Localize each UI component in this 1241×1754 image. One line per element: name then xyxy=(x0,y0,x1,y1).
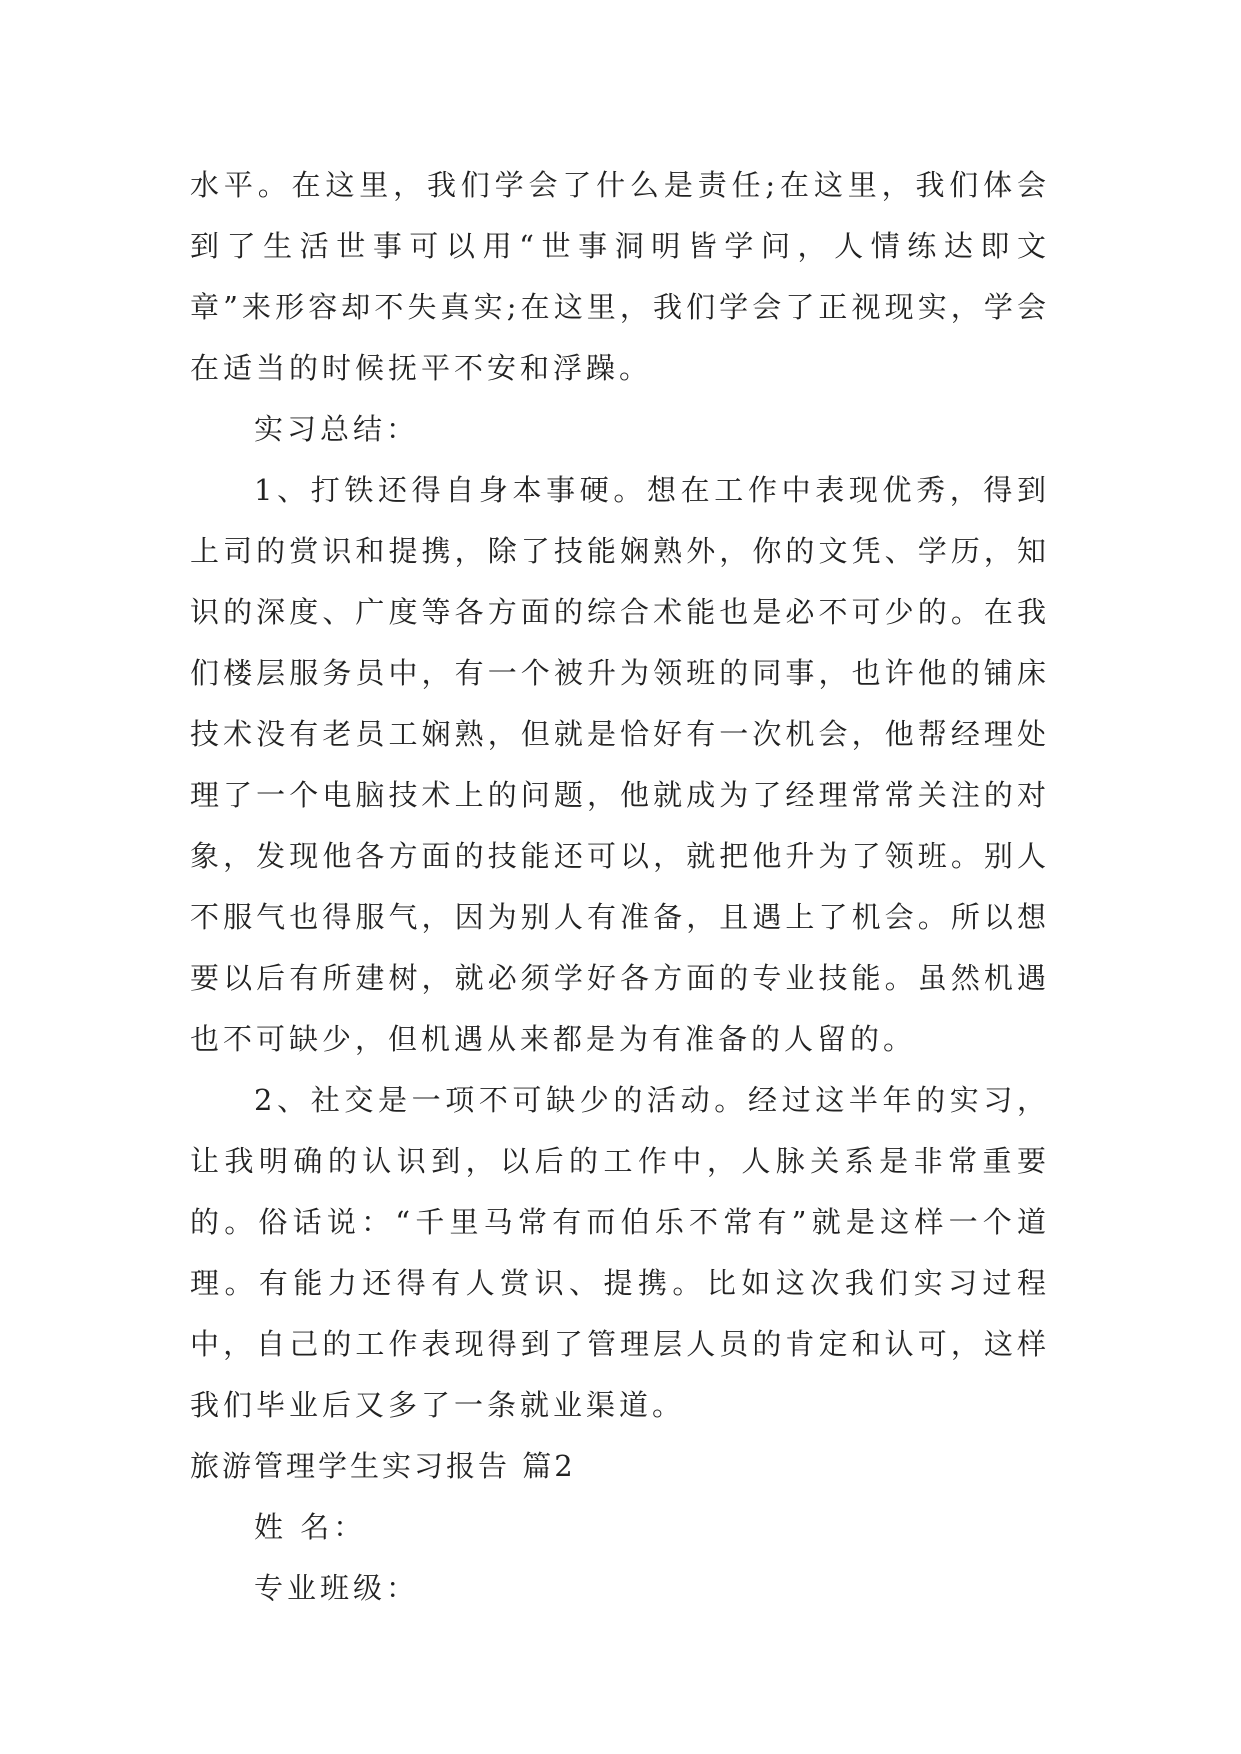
document-body xyxy=(190,155,1050,1619)
field-name-label: 姓 名： xyxy=(254,1510,367,1544)
field-class-label: 专业班级： xyxy=(254,1571,420,1605)
section-heading: 旅游管理学生实习报告 篇2 xyxy=(190,1449,576,1483)
paragraph-summary-heading: 实习总结： xyxy=(254,412,420,446)
paragraph-point-1: 1、打铁还得自身本事硬。想在工作中表现优秀，得到上司的赏识和提携，除了技能娴熟外，你的文凭、学历，知识的深度、广度等各方面的综合术能也是必不可少的。在我们楼层服务员中，有一个被升为领班的同事，也许他的铺床技术没有老员工娴熟，但就是恰好有一次机会，他帮经理处理了一个电脑技术上的问题，他就成为了经理常常关注的对象，发现他各方面的技能还可以，就把他升为了领班。别人不服气也得服气，因为别人有准备，且遇上了机会。所以想要以后有所建树，就必须学好各方面的专业技能。虽然机遇也不可缺少，但机遇从来都是为有准备的人留的。 xyxy=(190,473,1050,1056)
paragraph-intro: 水平。在这里，我们学会了什么是责任;在这里，我们体会到了生活世事可以用“世事洞明皆学问，人情练达即文章”来形容却不失真实;在这里，我们学会了正视现实，学会在适当的时候抚平不安和浮躁。 xyxy=(190,168,1050,385)
paragraph-point-2: 2、社交是一项不可缺少的活动。经过这半年的实习，让我明确的认识到，以后的工作中，人脉关系是非常重要的。俗话说：“千里马常有而伯乐不常有”就是这样一个道理。有能力还得有人赏识、提携。比如这次我们实习过程中，自己的工作表现得到了管理层人员的肯定和认可，这样我们毕业后又多了一条就业渠道。 xyxy=(190,1083,1050,1422)
